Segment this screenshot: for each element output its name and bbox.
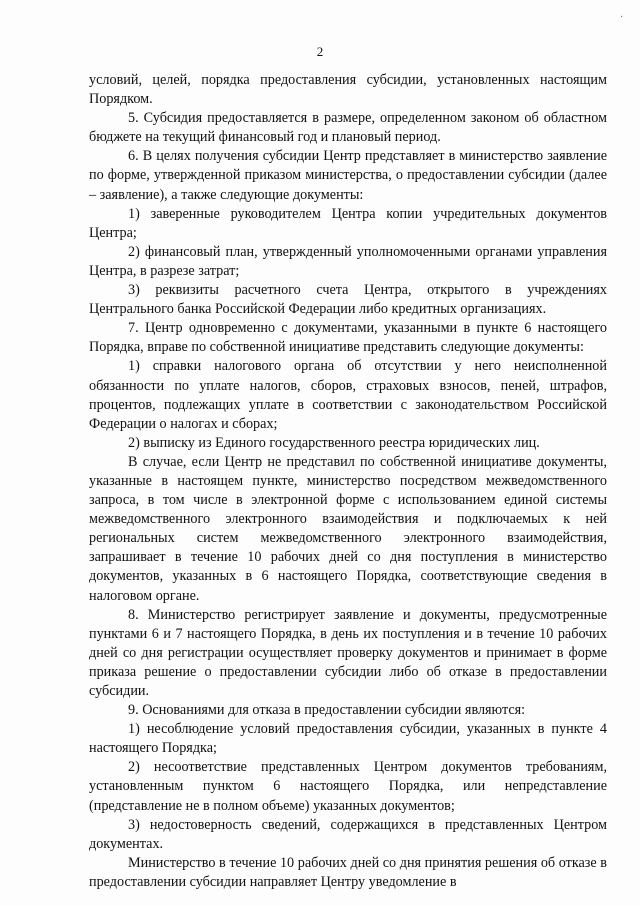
paragraph: 2) выписку из Единого государственного реестра юридических лиц. xyxy=(128,434,540,451)
paragraph: 7. Центр одновременно с документами, указанными в пункте 6 настоящего Порядка, вправе по собственной инициативе представить следующие документы: xyxy=(89,320,607,356)
paragraph: В случае, если Центр не представил по собственной инициативе документы, указанные в настоящем пункте, министерство посредством межведомственного запроса, в том числе в электронной форме с использованием единой системы межведомственного электронного взаимодействия и подключаемых к ней региональных систем межведомственного электронного взаимодействия, запрашивает в течение 10 рабочих дней со дня поступления в министерство документов, указанных в 6 настоящего Порядка, соответствующие сведения в налоговом органе. xyxy=(89,453,607,604)
paragraph: 1) несоблюдение условий предоставления субсидии, указанных в пункте 4 настоящего Порядка; xyxy=(89,721,607,757)
paragraph: 5. Субсидия предоставляется в размере, определенном законом об областном бюджете на текущий финансовый год и плановый период. xyxy=(89,110,607,146)
paragraph: 3) реквизиты расчетного счета Центра, открытого в учреждениях Центрального банка Российской Федерации либо кредитных организациях. xyxy=(89,282,607,318)
paragraph: 2) финансовый план, утвержденный уполномоченными органами управления Центра, в разрезе затрат; xyxy=(89,243,607,279)
document-body xyxy=(89,71,607,892)
paragraph: 9. Основаниями для отказа в предоставлении субсидии являются: xyxy=(128,702,526,719)
paragraph: 3) недостоверность сведений, содержащихся в представленных Центром документах. xyxy=(89,816,607,852)
paragraph: Министерство в течение 10 рабочих дней со дня принятия решения об отказе в предоставлении субсидии направляет Центру уведомление в xyxy=(89,854,607,890)
paragraph: 2) несоответствие представленных Центром документов требованиям, установленным пунктом 6 настоящего Порядка, или непредставление (представление не в полном объеме) указанных документов; xyxy=(89,759,607,814)
scan-mark: · xyxy=(620,12,624,23)
paragraph: условий, целей, порядка предоставления субсидии, установленных настоящим Порядком. xyxy=(89,72,607,108)
paragraph: 1) справки налогового органа об отсутствии у него неисполненной обязанности по уплате налогов, сборов, страховых взносов, пеней, штрафов, процентов, подлежащих уплате в соответствии с законодательством Российской Федерации о налогах и сборах; xyxy=(89,358,607,432)
paragraph: 8. Министерство регистрирует заявление и документы, предусмотренные пунктами 6 и 7 настоящего Порядка, в день их поступления и в течение 10 рабочих дней со дня регистрации осуществляет проверку документов и принимает в форме приказа решение о предоставлении субсидии либо об отказе в предоставлении субсидии. xyxy=(89,606,607,699)
paragraph: 6. В целях получения субсидии Центр представляет в министерство заявление по форме, утвержденной приказом министерства, о предоставлении субсидии (далее – заявление), а также следующие документы: xyxy=(89,148,607,203)
page-number: 2 xyxy=(316,44,324,59)
paragraph: 1) заверенные руководителем Центра копии учредительных документов Центра; xyxy=(89,205,607,241)
